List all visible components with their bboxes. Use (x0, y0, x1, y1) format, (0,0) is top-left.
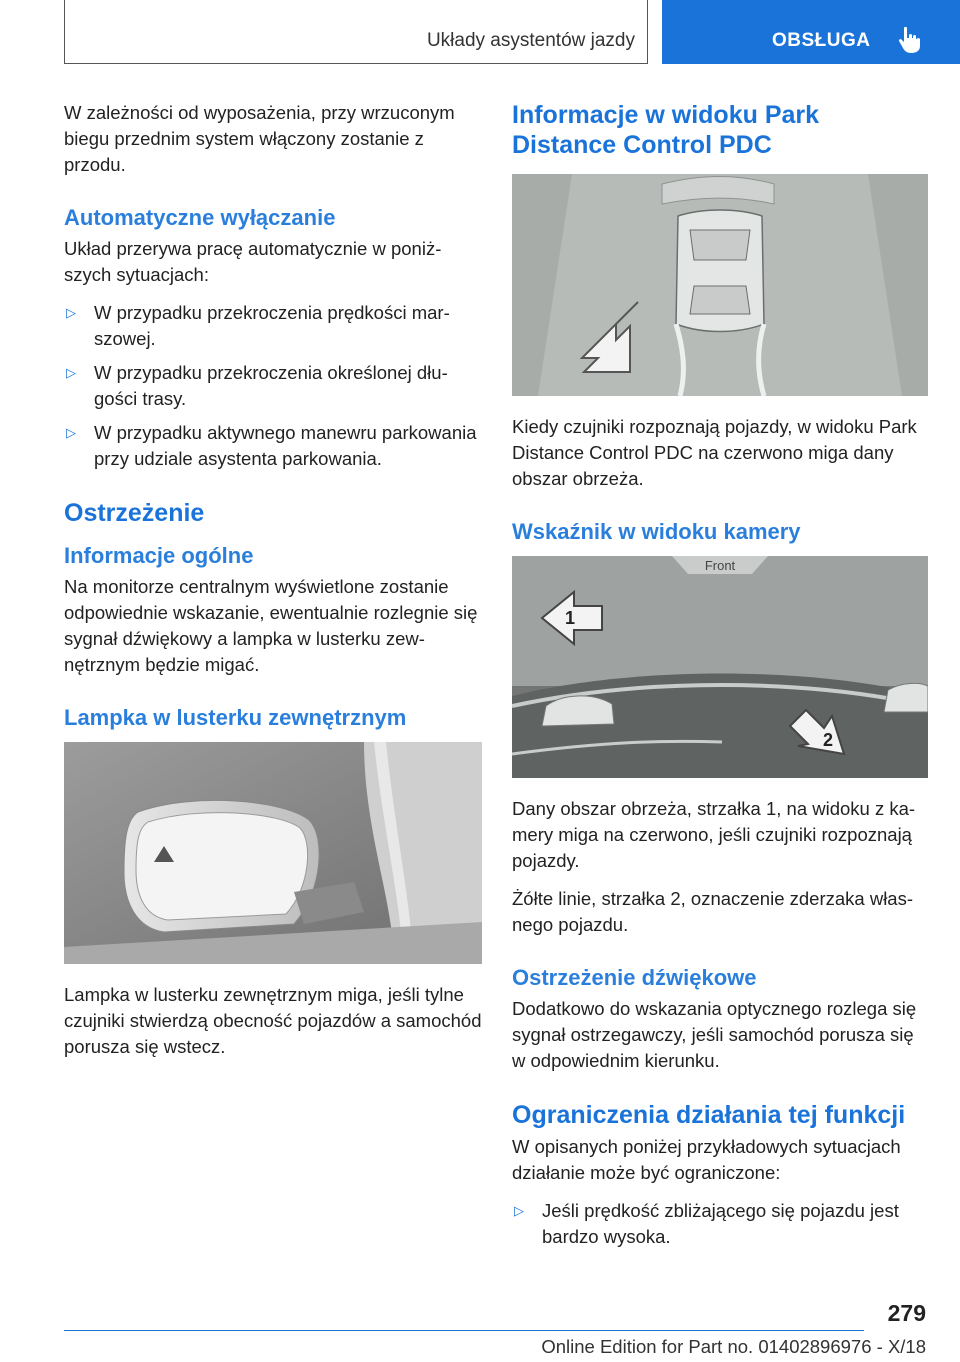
section-tab (662, 0, 960, 64)
triangle-bullet-icon: ▷ (66, 365, 76, 380)
triangle-bullet-icon: ▷ (66, 425, 76, 440)
footer-divider (64, 1330, 864, 1331)
camera-paragraph-2: Żółte linie, strzałka 2, oznaczenie zderzaka własnego pojazdu. (512, 888, 914, 935)
mirror-lamp-paragraph: Lampka w lusterku zewnętrznym miga, jeśli tylne czujniki stwierdzą obecność pojazdów a samochód porusza się wstecz. (64, 984, 482, 1057)
right-column (512, 100, 928, 1262)
triangle-bullet-icon: ▷ (66, 305, 76, 320)
edition-text: Online Edition for Part no. 01402896976 - X/18 (541, 1336, 926, 1357)
pdc-view-image (512, 174, 928, 396)
left-column (64, 100, 482, 1072)
heading-general-info: Informacje ogólne (64, 543, 254, 568)
page-header (0, 0, 960, 66)
page-number: 279 (887, 1300, 926, 1326)
auto-off-paragraph: Układ przerywa pracę automatycznie w poniższych sytuacjach: (64, 238, 442, 285)
camera-label-front: Front (704, 558, 736, 573)
triangle-bullet-icon: ▷ (514, 1203, 524, 1218)
general-info-paragraph: Na monitorze centralnym wyświetlone zostanie odpowiednie wskazanie, ewentualnie rozlegnie się sygnał dźwiękowy a lampka w lusterku zewnętrznym będzie migać. (64, 576, 478, 675)
heading-pdc-info: Informacje w widoku Park Distance Control PDC (512, 101, 820, 159)
chapter-title: Układy asystentów jazdy (426, 30, 635, 51)
hand-pointer-icon (896, 26, 922, 54)
heading-auto-off: Automatyczne wyłączanie (64, 205, 336, 230)
heading-mirror-lamp: Lampka w lusterku zewnętrznym (64, 705, 407, 730)
list-item: ▷ W przypadku przekroczenia określonej długości trasy. (66, 362, 448, 409)
limits-list (512, 1198, 928, 1250)
list-item: ▷ W przypadku przekroczenia prędkości marszowej. (66, 302, 450, 349)
mirror-lamp-image (64, 742, 482, 964)
intro-paragraph: W zależności od wyposażenia, przy wrzuconym biegu przednim system włączony zostanie z przodu. (64, 102, 455, 175)
list-item: ▷ Jeśli prędkość zbliżającego się pojazdu jest bardzo wysoka. (514, 1200, 899, 1247)
list-item: ▷ W przypadku aktywnego manewru parkowania przy udziale asystenta parkowania. (66, 422, 477, 469)
pdc-paragraph: Kiedy czujniki rozpoznają pojazdy, w widoku Park Distance Control PDC na czerwono miga dany obszar obrzeża. (512, 416, 917, 489)
camera-view-image (512, 556, 928, 778)
auto-off-list (64, 300, 482, 472)
camera-label-1: 1 (564, 608, 576, 628)
sound-paragraph: Dodatkowo do wskazania optycznego rozlega się sygnał ostrzegawczy, jeśli samochód porusza się w odpowiednim kierunku. (512, 998, 917, 1071)
limits-paragraph: W opisanych poniżej przykładowych sytuacjach działanie może być ograniczone: (512, 1136, 901, 1183)
heading-limits: Ograniczenia działania tej funkcji (512, 1101, 906, 1129)
heading-warning: Ostrzeżenie (64, 499, 205, 527)
camera-paragraph-1: Dany obszar obrzeża, strzałka 1, na widoku z kamery miga na czerwono, jeśli czujniki rozpoznają pojazdy. (512, 798, 916, 871)
heading-sound-warning: Ostrzeżenie dźwiękowe (512, 965, 757, 990)
section-title: OBSŁUGA (772, 30, 871, 51)
heading-camera-indicator: Wskaźnik w widoku kamery (512, 519, 801, 544)
chapter-tab (64, 0, 648, 64)
camera-label-2: 2 (822, 730, 834, 750)
